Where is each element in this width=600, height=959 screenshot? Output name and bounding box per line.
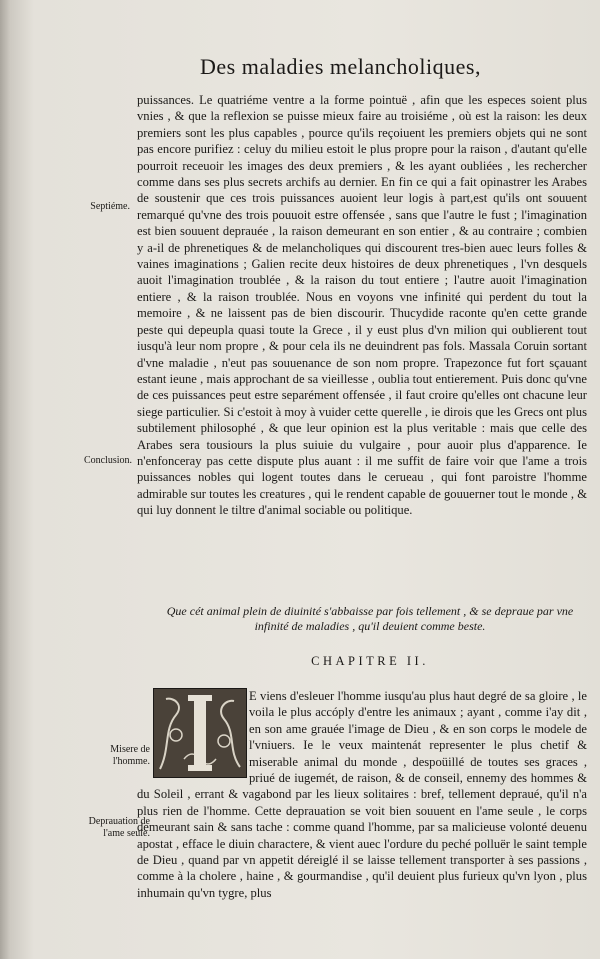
margin-note-conclusion: Conclusion. [83,455,132,466]
chapter-text [137,688,587,901]
margin-note-septieme: Septiéme. [90,201,130,212]
paragraph-2: E viens d'esleuer l'homme iusqu'au plus haut degré de sa gloire , le voila le plus accóply d'entre les animaux ; ayant , comme i'ay dit , en son ame grauée l'image de Dieu , & en son corps le modele de l'vniuers. Ie le veux maintenát representer le plus chetif & miserable animal du monde , despoüillé de toutes ses graces , priué de iugemét, de raison, & de conseil, ennemy des hommes & du Soleil , errant & vagabond par les lieux solitaires : bref, tellement depraué, qu'il n'a plus rien de l'homme. Cette deprauation se voit bien souuent en l'ame seule , le corps demeurant sain & sans tache : comme quand l'homme, par sa malicieuse volonté deuenu apostat , efface le diuin charactere, & vient auec l'ordure du peché polluër le saint temple de Dieu , quand par vn appetit déreiglé il se laisse tellement transporter à ses passions , comme à la cholere , haine , & gourmandise , qu'il deuient plus furieux qu'vn lyon , plus inhumain qu'vn tygre, plus [137,689,587,900]
paragraph-1: puissances. Le quatriéme ventre a la forme pointuë , afin que les especes soient plus vnies , & que la reflexion se puisse mieux faire au troisiéme , où est la raison: les deux premiers sont les plus capables , pource qu'ils reçoiuent les premiers objets qui ne sont pas encore purifiez : celuy du milieu estoit le plus propre pour la raison , d'autant qu'elle pourroit receuoir les images des deux premiers , & les ayant oubliées , les rechercher comme dans ses plus secrets archifs au dernier. En fin ce qui a fait opinastrer les Arabes de soustenir que ces trois puissances auoient leur logis à part,est qu'ils ont souuent remarqué qu'vne des trois pouuoit estre offensée , sans que l'autre le fust ; l'imagination est bien souuent deprauée , la raison demeurant en son entier , & au contraire ; combien y a-il de phrenetiques & de melancholiques qui discourent tres-bien auec leurs folles & vaines imaginations ; Galien recite deux histoires de deux phrenetiques , l'vn desquels auoit l'imagination troublée , & la raison du tout entiere ; l'autre auoit l'imagination entiere , & la raison troublée. Nous en voyons vne infinité qui perdent du tout la memoire , & ne laissent pas de bien discourir. Thucydide raconte qu'en cette grande peste qui depeupla quasi toute la Grece , il y eust plus d'vn milion qui oublierent tout iusqu'à leur nom propre , & pour cela ils ne deuindrent pas fols. Massala Coruin sortant d'vne maladie , n'eut pas souuenance de son nom propre. Trapezonce fut fort sçauant estant ieune , mais approchant de sa vieillesse , oublia tout entierement. Puis donc qu'vne de ces puissances peut estre separément offensée , il faut croire qu'elles ont chacune leur siege particulier. Si c'estoit à moy à vuider cette querelle , ie dirois que les Grecs ont plus subtilement philosophé , & que leur opinion est la plus veritable : mais que celle des Arabes sera tousiours la plus suiuie du vulgaire , pour auoir plus d'apparence. Ie n'enfonceray pas cette dispute plus auant : il me suffit de faire voir que l'ame a trois puissances nobles qui logent toutes dans le cerueau , qui font paroistre l'homme admirable sur toutes les creatures , qui le rendent capable de gouuerner tout le monde , & qui luy donnent le tiltre d'animal sociable ou politique. [137,93,587,518]
running-head: Des maladies melancholiques, [200,54,481,79]
margin-note-deprauation: Deprauation de l'ame seule. [88,816,150,839]
chapter-heading: CHAPITRE II. [311,654,429,668]
dropcap-letter: I [199,745,201,746]
body-text [137,92,587,519]
margin-note-misere: Misere de l'homme. [110,744,150,767]
section-caption: Que cét animal plein de diuinité s'abbaisse par fois tellement , & se depraue par vne infinité de maladies , qu'il deuient comme beste. [166,604,574,633]
